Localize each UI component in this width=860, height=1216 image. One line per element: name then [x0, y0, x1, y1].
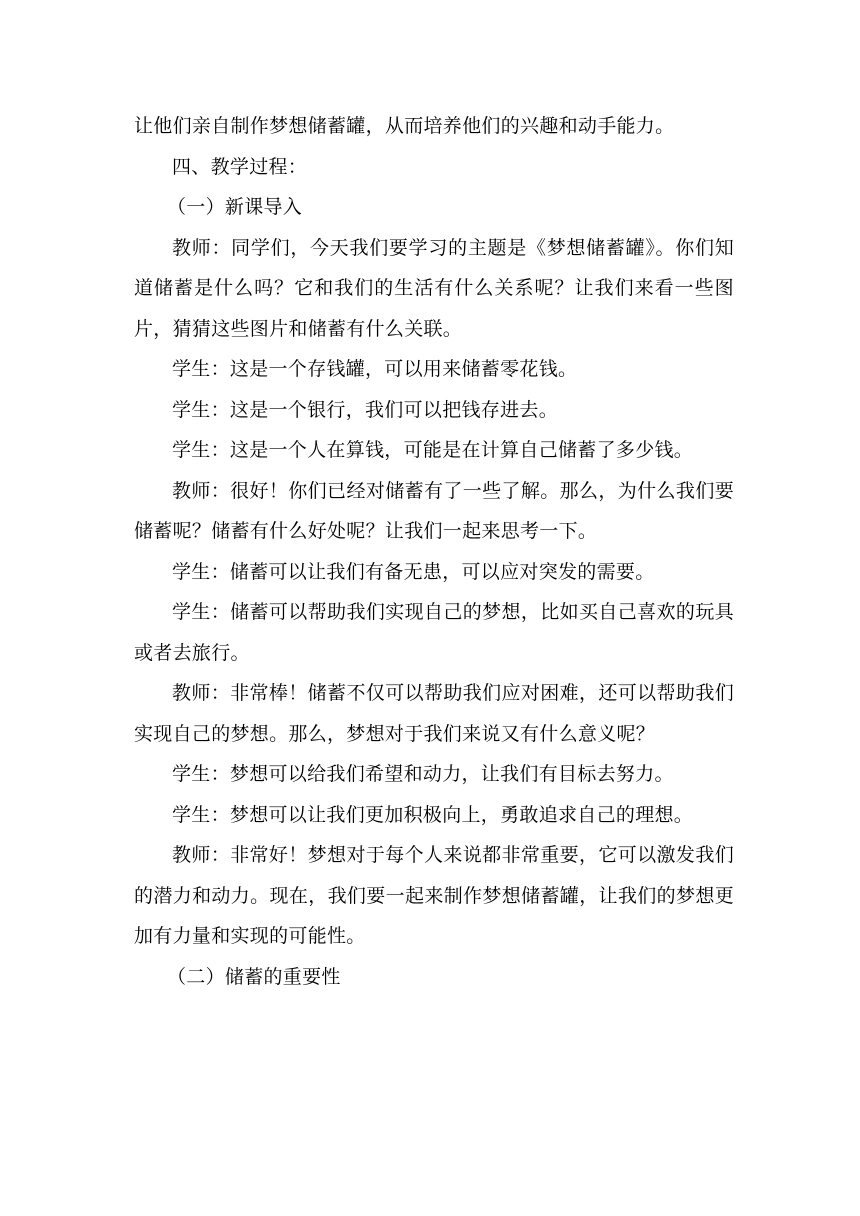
- paragraph-teacher: 教师：非常好！梦想对于每个人来说都非常重要，它可以激发我们的潜力和动力。现在，我们要一起来制作梦想储蓄罐，让我们的梦想更加有力量和实现的可能性。: [134, 844, 734, 947]
- document-body: [134, 106, 734, 997]
- subsection-heading-importance-of-saving: （二）储蓄的重要性: [167, 965, 341, 988]
- paragraph-student: 学生：这是一个存钱罐，可以用来储蓄零花钱。: [172, 358, 578, 380]
- paragraph-student: 学生：储蓄可以让我们有备无患，可以应对突发的需要。: [172, 560, 655, 583]
- paragraph-teacher: 教师：很好！你们已经对储蓄有了一些了解。那么，为什么我们要储蓄呢？储蓄有什么好处呢？让我们一起来思考一下。: [134, 479, 734, 542]
- subsection-heading-introduction: （一）新课导入: [167, 196, 303, 218]
- paragraph-continuation: 让他们亲自制作梦想储蓄罐，从而培养他们的兴趣和动手能力。: [134, 115, 675, 137]
- paragraph-teacher: 教师：同学们，今天我们要学习的主题是《梦想储蓄罐》。你们知道储蓄是什么吗？它和我们的生活有什么关系呢？让我们来看一些图片，猜猜这些图片和储蓄有什么关联。: [134, 236, 734, 340]
- paragraph-teacher: 教师：非常棒！储蓄不仅可以帮助我们应对困难，还可以帮助我们实现自己的梦想。那么，梦想对于我们来说又有什么意义呢？: [134, 682, 734, 745]
- paragraph-student: 学生：梦想可以给我们希望和动力，让我们有目标去努力。: [172, 763, 674, 785]
- section-heading-teaching-process: 四、教学过程：: [172, 155, 308, 178]
- paragraph-student: 学生：这是一个人在算钱，可能是在计算自己储蓄了多少钱。: [172, 439, 694, 461]
- paragraph-student: 学生：这是一个银行，我们可以把钱存进去。: [172, 398, 559, 421]
- paragraph-student: 学生：梦想可以让我们更加积极向上，勇敢追求自己的理想。: [172, 803, 694, 826]
- paragraph-student: 学生：储蓄可以帮助我们实现自己的梦想，比如买自己喜欢的玩具或者去旅行。: [134, 601, 734, 664]
